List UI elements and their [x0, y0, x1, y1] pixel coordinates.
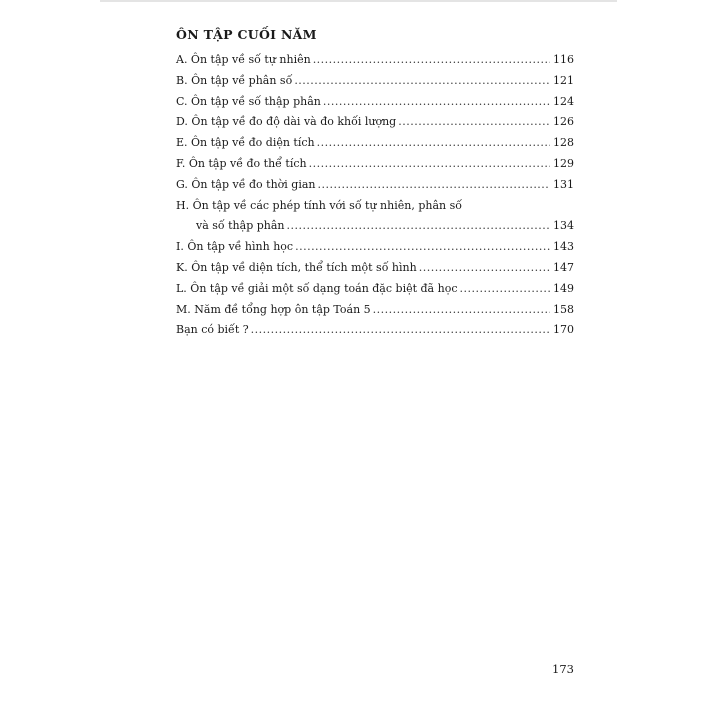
toc-entry-f[interactable]	[176, 154, 574, 175]
toc-entry-page: 116	[553, 53, 574, 66]
toc-entry-label: H. Ôn tập về các phép tính với số tự nhiên, phân số	[176, 198, 462, 212]
toc-entry-label: I. Ôn tập về hình học	[176, 240, 294, 254]
dot-leader	[373, 300, 550, 321]
toc-entry-page: 131	[553, 177, 574, 191]
toc-entry-ban-co-biet[interactable]	[176, 320, 574, 341]
section-title: ÔN TẬP CUỐI NĂM	[176, 27, 317, 42]
toc-entry-page: 124	[553, 94, 574, 108]
toc-entry-label: M. Năm đề tổng hợp ôn tập Toán 5	[176, 302, 371, 316]
toc-entry-g[interactable]	[176, 175, 574, 196]
toc-entry-l[interactable]	[176, 279, 574, 300]
toc-entry-label-continued: và số thập phân	[196, 219, 285, 233]
dot-leader	[287, 216, 550, 237]
toc-entry-page: 143	[553, 240, 574, 254]
toc-entry-page: 126	[553, 115, 574, 129]
toc-entry-e[interactable]	[176, 133, 574, 154]
toc-entry-d[interactable]	[176, 112, 574, 133]
page-number: 173	[552, 662, 574, 676]
toc-entry-label: C. Ôn tập về số thập phân	[176, 94, 321, 108]
toc-entry-c[interactable]	[176, 92, 574, 113]
dot-leader	[459, 279, 550, 300]
toc-list	[176, 50, 574, 341]
toc-entry-label: K. Ôn tập về diện tích, thể tích một số hình	[176, 260, 417, 274]
dot-leader	[317, 133, 550, 154]
dot-leader	[398, 112, 550, 133]
toc-entry-page: 121	[553, 73, 574, 87]
toc-entry-m[interactable]	[176, 300, 574, 321]
toc-entry-h[interactable]	[176, 196, 574, 217]
toc-entry-label: G. Ôn tập về đo thời gian	[176, 177, 316, 191]
toc-entry-page: 170	[553, 323, 574, 337]
toc-entry-label: L. Ôn tập về giải một số dạng toán đặc biệt đã học	[176, 281, 458, 295]
toc-entry-h-continuation[interactable]	[176, 216, 574, 237]
toc-entry-b[interactable]	[176, 71, 574, 92]
top-rule	[100, 0, 617, 2]
toc-entry-page: 147	[553, 260, 574, 274]
dot-leader	[309, 154, 550, 175]
toc-entry-a[interactable]	[176, 50, 574, 71]
toc-entry-k[interactable]	[176, 258, 574, 279]
dot-leader	[251, 320, 550, 341]
toc-entry-label: D. Ôn tập về đo độ dài và đo khối lượng	[176, 115, 397, 129]
dot-leader	[294, 71, 550, 92]
toc-page	[176, 22, 574, 341]
toc-entry-label: A. Ôn tập về số tự nhiên	[176, 53, 311, 66]
toc-entry-page: 149	[553, 281, 574, 295]
dot-leader	[318, 175, 551, 196]
dot-leader	[295, 237, 550, 258]
toc-entry-page: 129	[553, 156, 574, 170]
dot-leader	[323, 92, 550, 113]
toc-entry-page: 128	[553, 136, 574, 150]
toc-entry-label: B. Ôn tập về phân số	[176, 73, 293, 87]
toc-entry-page: 158	[553, 302, 574, 316]
toc-entry-label: Bạn có biết ?	[176, 323, 249, 337]
dot-leader	[313, 50, 550, 71]
toc-entry-page: 134	[553, 219, 574, 233]
toc-entry-label: E. Ôn tập về đo diện tích	[176, 136, 315, 150]
dot-leader	[419, 258, 550, 279]
toc-entry-i[interactable]	[176, 237, 574, 258]
toc-entry-label: F. Ôn tập về đo thể tích	[176, 156, 307, 170]
